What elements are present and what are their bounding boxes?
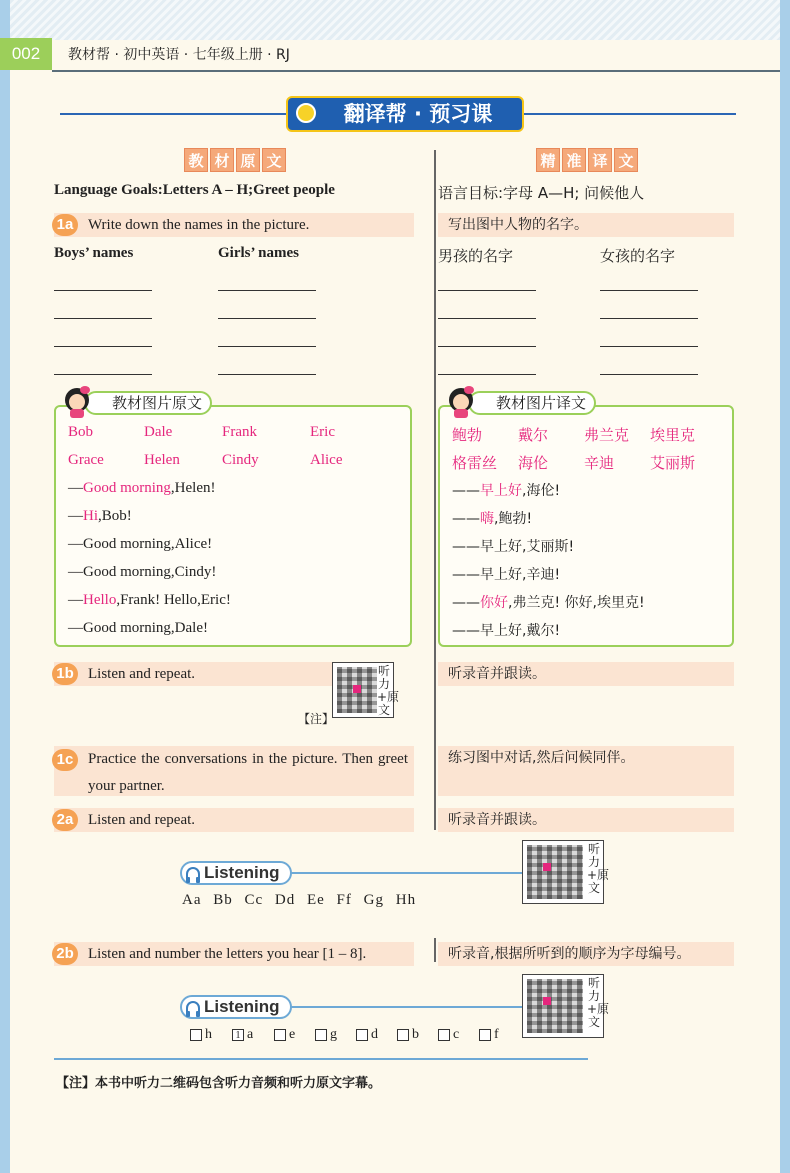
answer-blank[interactable] (218, 290, 316, 291)
answer-blank[interactable] (600, 346, 698, 347)
answer-blank[interactable] (600, 374, 698, 375)
dialogue-line: —Good morning,Helen! (68, 480, 216, 496)
name-eric-cn: 埃里克 (650, 426, 696, 444)
exercise-2b-cn (438, 942, 734, 966)
headphones-icon (186, 1001, 200, 1013)
answer-box[interactable] (315, 1029, 327, 1041)
answer-blank[interactable] (54, 318, 152, 319)
tag-char: 文 (614, 148, 638, 172)
step-badge-1b: 1b (52, 663, 78, 685)
top-stripe (10, 0, 780, 40)
exercise-2a (54, 808, 414, 832)
answer-blank[interactable] (438, 318, 536, 319)
dialogue-line: —Good morning,Dale! (68, 620, 208, 636)
dialogue-line-cn: ——早上好,辛迪! (452, 567, 561, 583)
step-badge-1c: 1c (52, 749, 78, 771)
tag-translation (536, 148, 638, 172)
listening-line (280, 1006, 522, 1008)
letter-box-item: f (479, 1027, 499, 1043)
tag-original-text (184, 148, 286, 172)
letters-2a: Aa Bb Cc Dd Ee Ff Gg Hh (182, 892, 417, 908)
exercise-1a-cn (438, 213, 734, 237)
dialogue-line: —Good morning,Cindy! (68, 564, 217, 580)
banner-title: 翻译帮 · 预习课 (343, 102, 493, 126)
dialogue-line: —Hello,Frank! Hello,Eric! (68, 592, 231, 608)
answer-blank[interactable] (54, 374, 152, 375)
tag-char: 译 (588, 148, 612, 172)
dialogue-line-cn: ——早上好,海伦! (452, 483, 561, 499)
listening-badge-2b (180, 995, 292, 1019)
listening-line (280, 872, 522, 874)
tag-char: 精 (536, 148, 560, 172)
exercise-1c-text: Practice the conversations in the picture. Then greet your partner. (88, 751, 408, 794)
picture-translation-label-text: 教材图片译文 (496, 394, 587, 412)
name-grace: Grace (68, 452, 104, 468)
name-dale-cn: 戴尔 (518, 426, 549, 444)
picture-translation-label (468, 391, 596, 415)
name-bob: Bob (68, 424, 94, 440)
banner-line-right (524, 113, 736, 115)
picture-original-label-text: 教材图片原文 (112, 394, 203, 412)
step-badge-2b: 2b (52, 943, 78, 965)
tag-char: 原 (236, 148, 260, 172)
qr-code-image (527, 845, 583, 899)
answer-box[interactable] (274, 1029, 286, 1041)
footnote-divider (54, 1058, 588, 1060)
girl-mascot-icon (448, 388, 474, 418)
book-title: 教材帮 · 初中英语 · 七年级上册 · RJ (68, 47, 290, 63)
name-cindy: Cindy (222, 452, 259, 468)
header-divider (52, 70, 780, 72)
exercise-1b (54, 662, 334, 686)
qr-code-2a[interactable] (522, 840, 610, 904)
letter-box-item: g (315, 1027, 337, 1043)
language-goals-cn: 语言目标:字母 A—H; 问候他人 (438, 184, 645, 202)
name-dale: Dale (144, 424, 173, 440)
tag-char: 文 (262, 148, 286, 172)
picture-original-box (54, 405, 412, 647)
page (10, 0, 780, 1173)
dialogue-line: —Good morning,Alice! (68, 536, 213, 552)
step-badge-1a: 1a (52, 214, 78, 236)
section-banner (286, 96, 524, 132)
listening-label: Listening (204, 997, 280, 1016)
exercise-1a-text: Write down the names in the picture. (88, 217, 310, 233)
column-divider (434, 150, 436, 830)
name-frank: Frank (222, 424, 257, 440)
qr-label: 听力+原文 (587, 842, 610, 895)
answer-box[interactable]: 1 (232, 1029, 244, 1041)
language-goals: Language Goals:Letters A – H;Greet people (54, 182, 335, 198)
name-alice: Alice (310, 452, 343, 468)
answer-blank[interactable] (54, 346, 152, 347)
name-helen: Helen (144, 452, 180, 468)
picture-original-label (84, 391, 212, 415)
tag-char: 教 (184, 148, 208, 172)
lightbulb-icon (296, 103, 316, 123)
qr-code-image (527, 979, 583, 1033)
note-mark: 【注】 (298, 712, 335, 726)
answer-box[interactable] (356, 1029, 368, 1041)
boys-names-header: Boys’ names (54, 245, 134, 261)
exercise-1b-cn-text: 听录音并跟读。 (448, 666, 546, 682)
letter-box-item: b (397, 1027, 419, 1043)
column-divider-2b (434, 938, 436, 962)
qr-code-1b[interactable] (332, 662, 400, 718)
answer-blank[interactable] (218, 374, 316, 375)
name-frank-cn: 弗兰克 (584, 426, 630, 444)
name-helen-cn: 海伦 (518, 454, 549, 472)
tag-char: 材 (210, 148, 234, 172)
girls-names-header: Girls’ names (218, 245, 299, 261)
name-eric: Eric (310, 424, 335, 440)
exercise-1c (54, 746, 414, 796)
exercise-2b-text: Listen and number the letters you hear [1 – 8]. (88, 946, 367, 962)
name-cindy-cn: 辛迪 (584, 454, 615, 472)
exercise-2a-text: Listen and repeat. (88, 812, 196, 828)
answer-blank[interactable] (438, 346, 536, 347)
tag-char: 准 (562, 148, 586, 172)
answer-blank[interactable] (54, 290, 152, 291)
exercise-1a (54, 213, 414, 237)
answer-box[interactable] (190, 1029, 202, 1041)
page-number: 002 (0, 38, 52, 70)
dialogue-line: —Hi,Bob! (68, 508, 132, 524)
exercise-1a-cn-text: 写出图中人物的名字。 (448, 217, 588, 233)
exercise-2b (54, 942, 414, 966)
dialogue-line-cn: ——你好,弗兰克! 你好,埃里克! (452, 595, 645, 611)
exercise-1c-cn (438, 746, 734, 796)
answer-blank[interactable] (438, 290, 536, 291)
answer-blank[interactable] (218, 346, 316, 347)
boys-names-header-cn: 男孩的名字 (438, 247, 514, 265)
exercise-1b-text: Listen and repeat. (88, 666, 196, 682)
answer-blank[interactable] (438, 374, 536, 375)
exercise-2a-cn (438, 808, 734, 832)
footnote: 【注】本书中听力二维码包含听力音频和听力原文字幕。 (56, 1076, 382, 1091)
exercise-1b-cn (438, 662, 734, 686)
qr-code-image (337, 667, 377, 713)
qr-label: 听力+原文 (377, 664, 400, 717)
dialogue-line-cn: ——嗨,鲍勃! (452, 511, 533, 527)
answer-blank[interactable] (600, 318, 698, 319)
exercise-2b-cn-text: 听录音,根据所听到的顺序为字母编号。 (448, 946, 691, 962)
banner-line-left (60, 113, 286, 115)
letter-box-item: c (438, 1027, 459, 1043)
letter-box-item: 1 a (232, 1027, 253, 1043)
answer-box[interactable] (397, 1029, 409, 1041)
exercise-1c-cn-text: 练习图中对话,然后问候同伴。 (448, 750, 635, 766)
letter-box-item: e (274, 1027, 295, 1043)
listening-label: Listening (204, 863, 280, 882)
dialogue-line-cn: ——早上好,戴尔! (452, 623, 561, 639)
letter-box-item: h (190, 1027, 212, 1043)
qr-label: 听力+原文 (587, 976, 610, 1029)
dialogue-line-cn: ——早上好,艾丽斯! (452, 539, 575, 555)
name-bob-cn: 鲍勃 (452, 426, 483, 444)
girls-names-header-cn: 女孩的名字 (600, 247, 676, 265)
answer-blank[interactable] (218, 318, 316, 319)
exercise-2a-cn-text: 听录音并跟读。 (448, 812, 546, 828)
girl-mascot-icon (64, 388, 90, 418)
headphones-icon (186, 867, 200, 879)
answer-blank[interactable] (600, 290, 698, 291)
qr-code-2b[interactable] (522, 974, 610, 1038)
step-badge-2a: 2a (52, 809, 78, 831)
answer-box[interactable] (438, 1029, 450, 1041)
listening-badge-2a (180, 861, 292, 885)
answer-box[interactable] (479, 1029, 491, 1041)
name-grace-cn: 格雷丝 (452, 454, 498, 472)
name-alice-cn: 艾丽斯 (650, 454, 696, 472)
letter-box-item: d (356, 1027, 378, 1043)
